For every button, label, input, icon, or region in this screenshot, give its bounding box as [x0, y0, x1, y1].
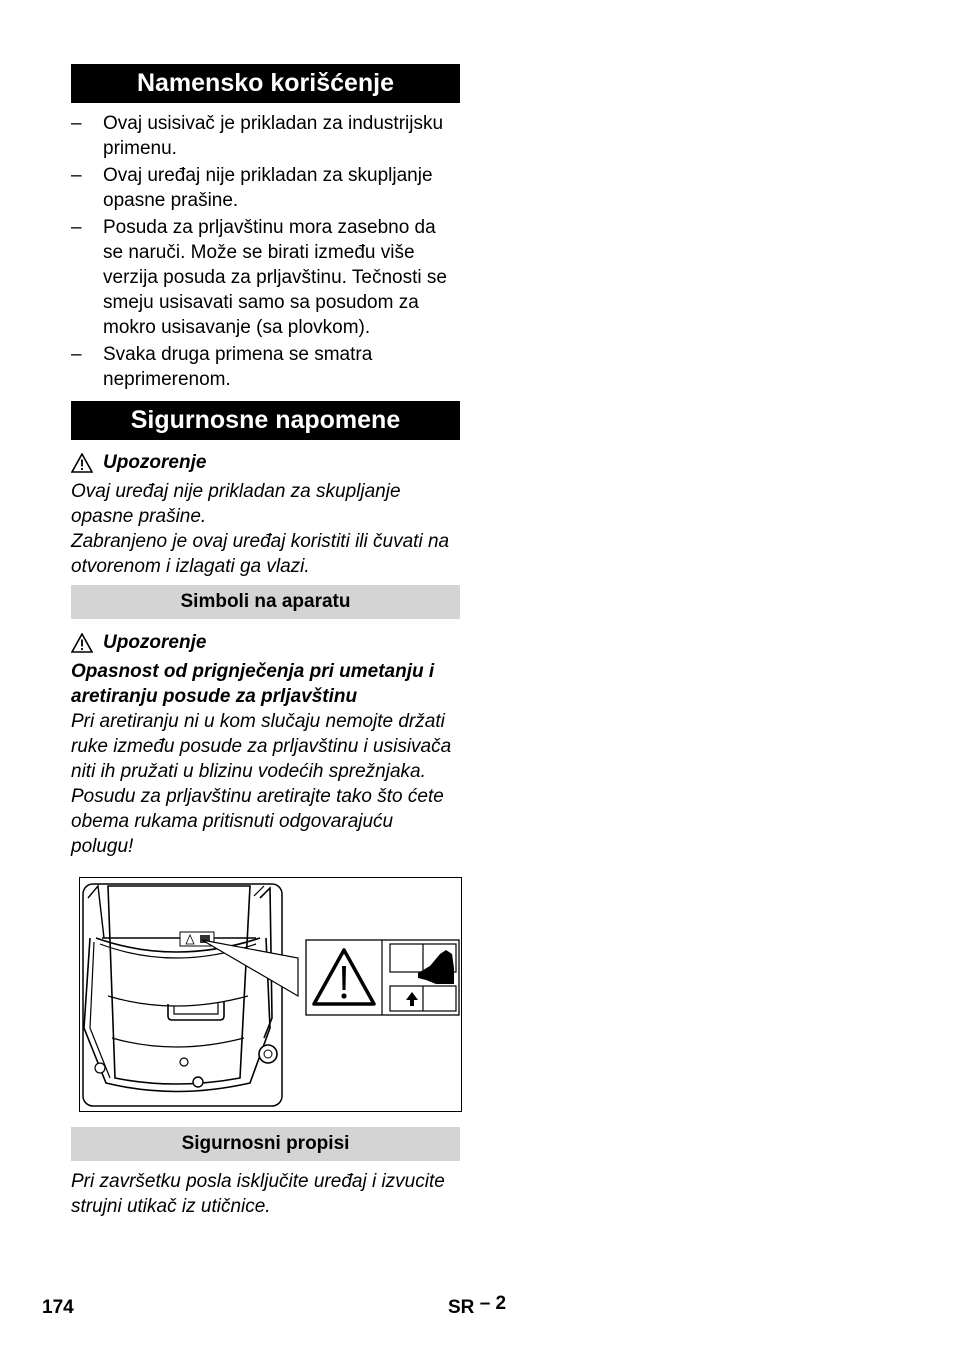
intended-use-list-container: [71, 111, 460, 394]
subheading-text: Sigurnosni propisi: [181, 1133, 350, 1154]
list-item: [71, 342, 460, 392]
crush-hazard-text: Pri aretiranju ni u kom slučaju nemojte držati ruke između posude za prljavštinu i usisivača niti ih pružati u blizinu vodećih sprežnjaka. Posudu za prljavštinu aretirajte tako što ćete obema rukama pritisnuti odgovarajuću polugu!: [71, 711, 452, 857]
warning-triangle-icon: [71, 453, 93, 473]
list-item-text: Svaka druga primena se smatra neprimerenom.: [103, 344, 373, 390]
symbols-block: [71, 630, 460, 859]
warning-heading: [71, 450, 460, 475]
page-language-code: [448, 1293, 507, 1319]
safety-notes-block: [71, 450, 460, 579]
page-number: 174: [42, 1297, 74, 1318]
subheading-text: Simboli na aparatu: [180, 591, 351, 612]
page-suffix: – 2: [479, 1293, 507, 1314]
dash: –: [71, 165, 82, 186]
list-item: [71, 111, 460, 161]
crush-hazard-title: Opasnost od prignječenja pri umetanju i aretiranju posude za prljavštinu: [71, 661, 435, 707]
device-symbol-illustration: [79, 877, 462, 1112]
list-item-text: Ovaj uređaj nije prikladan za skupljanje opasne prašine.: [103, 165, 433, 211]
warning-text: Zabranjeno je ovaj uređaj koristiti ili čuvati na otvorenom i izlagati ga vlazi.: [71, 531, 450, 577]
warning-heading: [71, 630, 460, 655]
list-item: [71, 215, 460, 340]
warning-label: Upozorenje: [103, 632, 207, 653]
list-item-text: Posuda za prljavštinu mora zasebno da se naruči. Može se birati između više verzija posuda za prljavštinu. Tečnosti se smeju usisavati samo sa posudom za mokro usisavanje (sa plovkom).: [103, 217, 447, 338]
dash: –: [71, 344, 82, 365]
safety-rules-text: Pri završetku posla isključite uređaj i izvucite strujni utikač iz utičnice.: [71, 1171, 445, 1217]
intended-use-list: [71, 111, 460, 392]
vacuum-illustration: [80, 878, 461, 1111]
warning-triangle-icon: [71, 633, 93, 653]
dash: –: [71, 113, 82, 134]
dash: –: [71, 217, 82, 238]
subheading-simboli-na-aparatu: [71, 585, 460, 619]
heading-text: Sigurnosne napomene: [130, 406, 401, 434]
list-item-text: Ovaj usisivač je prikladan za industrijsku primenu.: [103, 113, 444, 159]
heading-namensko-koriscenje: [71, 64, 460, 103]
safety-rules-block: [71, 1169, 460, 1219]
list-item: [71, 163, 460, 213]
warning-text: Ovaj uređaj nije prikladan za skupljanje opasne prašine.: [71, 481, 401, 527]
heading-sigurnosne-napomene: [71, 401, 460, 440]
subheading-sigurnosni-propisi: [71, 1127, 460, 1161]
warning-label: Upozorenje: [103, 452, 207, 473]
heading-text: Namensko korišćenje: [136, 69, 395, 97]
lang-code: SR: [448, 1297, 475, 1318]
